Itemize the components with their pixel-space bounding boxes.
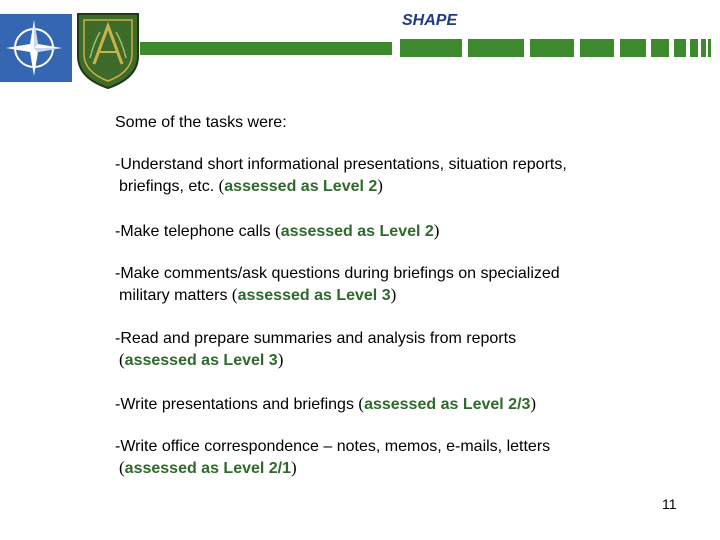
paren: ( <box>358 394 365 413</box>
intro-text: Some of the tasks were: <box>115 114 287 131</box>
paren: ( <box>275 221 281 240</box>
task-item <box>115 436 550 479</box>
level-assessment: assessed as Level 2/1 <box>124 460 292 477</box>
level-assessment: assessed as Level 3 <box>237 287 391 304</box>
task-text: -Understand short informational presentations, situation reports, <box>115 156 567 173</box>
paren: ( <box>231 285 238 304</box>
task-text: -Write presentations and briefings <box>115 396 359 413</box>
header-decorative-bar <box>140 38 712 58</box>
paren: ( <box>218 176 225 195</box>
task-text: -Make comments/ask questions during briefings on specialized <box>115 265 560 282</box>
task-text: -Make telephone calls <box>115 223 276 240</box>
level-assessment: assessed as Level 2 <box>280 223 434 240</box>
level-assessment: assessed as Level 3 <box>124 352 278 369</box>
paren: ( <box>119 458 125 477</box>
task-text: -Write office correspondence – notes, memos, e-mails, letters <box>115 438 551 455</box>
paren: ) <box>433 221 440 240</box>
task-text: briefings, etc. <box>119 178 219 195</box>
nato-logo <box>0 14 72 82</box>
shape-badge-emblem <box>76 12 140 90</box>
task-item <box>115 328 516 371</box>
paren: ) <box>291 458 297 477</box>
paren: ( <box>119 350 125 369</box>
task-item <box>115 220 439 242</box>
task-item <box>115 263 560 306</box>
paren: ) <box>530 394 537 413</box>
page-number: 11 <box>662 496 677 512</box>
paren: ) <box>377 176 383 195</box>
paren: ) <box>277 350 284 369</box>
paren: ) <box>390 285 397 304</box>
task-item <box>115 154 567 197</box>
task-text: -Read and prepare summaries and analysis from reports <box>115 330 517 347</box>
task-item <box>115 393 536 415</box>
level-assessment: assessed as Level 2 <box>224 178 378 195</box>
task-text-continued <box>115 175 567 197</box>
task-text: military matters <box>119 287 232 304</box>
level-assessment: assessed as Level 2/3 <box>364 396 531 413</box>
page-title: SHAPE <box>402 12 458 29</box>
